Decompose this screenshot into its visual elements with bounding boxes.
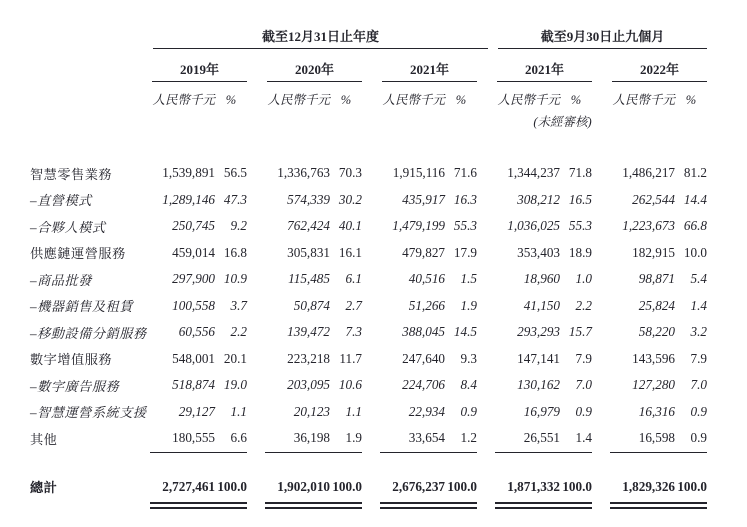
double-rule bbox=[330, 502, 362, 512]
percent-cell: 47.3 bbox=[223, 191, 247, 207]
amount-cell: 127,280 bbox=[632, 377, 675, 393]
amount-cell: 180,555 bbox=[150, 425, 215, 453]
percent-cell: 20.1 bbox=[223, 350, 247, 366]
amount-cell: 762,424 bbox=[287, 218, 330, 234]
amount-cell: 2,676,237 bbox=[392, 478, 445, 494]
table-row bbox=[30, 425, 747, 452]
amount-cell: 305,831 bbox=[287, 244, 330, 260]
amount-cell: 58,220 bbox=[638, 324, 675, 340]
row-label: 其他 bbox=[30, 431, 58, 447]
amount-unit-header: 人民幣千元 bbox=[382, 93, 445, 107]
percent-cell: 0.9 bbox=[575, 403, 592, 419]
amount-cell: 29,127 bbox=[178, 403, 215, 419]
total-label: 總計 bbox=[30, 480, 58, 495]
percent-cell: 55.3 bbox=[453, 218, 477, 234]
amount-cell: 250,745 bbox=[172, 218, 215, 234]
percent-cell: 5.4 bbox=[690, 271, 707, 287]
percent-cell: 100.0 bbox=[447, 478, 477, 494]
percent-cell: 10.0 bbox=[683, 244, 707, 260]
amount-cell: 297,900 bbox=[172, 271, 215, 287]
table-row bbox=[30, 240, 747, 267]
table-row bbox=[30, 346, 747, 373]
percent-cell: 14.4 bbox=[683, 191, 707, 207]
year-header-2019: 2019年 bbox=[152, 59, 247, 82]
percent-cell: 3.2 bbox=[690, 324, 707, 340]
amount-cell: 51,266 bbox=[408, 297, 445, 313]
percent-cell: 1.0 bbox=[575, 271, 592, 287]
amount-cell: 16,979 bbox=[523, 403, 560, 419]
percent-cell: 15.7 bbox=[568, 324, 592, 340]
percent-cell: 100.0 bbox=[562, 478, 592, 494]
amount-cell: 293,293 bbox=[517, 324, 560, 340]
row-label: 智慧零售業務 bbox=[30, 166, 113, 182]
percent-cell: 1.9 bbox=[460, 297, 477, 313]
amount-unit-header: 人民幣千元 bbox=[267, 93, 330, 107]
percent-cell: 30.2 bbox=[338, 191, 362, 207]
amount-cell: 26,551 bbox=[495, 425, 560, 453]
percent-cell: 55.3 bbox=[568, 218, 592, 234]
period-group-header-row bbox=[30, 26, 747, 48]
period-group-nine-months: 截至9月30日止九個月 bbox=[498, 26, 707, 49]
double-rule bbox=[445, 502, 477, 512]
amount-cell: 308,212 bbox=[517, 191, 560, 207]
table-row bbox=[30, 319, 747, 346]
percent-cell: 7.0 bbox=[690, 377, 707, 393]
percent-cell: 56.5 bbox=[223, 165, 247, 181]
percent-cell: 8.4 bbox=[460, 377, 477, 393]
amount-cell: 435,917 bbox=[402, 191, 445, 207]
row-label: –商品批發 bbox=[30, 272, 92, 288]
amount-cell: 18,960 bbox=[523, 271, 560, 287]
amount-cell: 100,558 bbox=[172, 297, 215, 313]
amount-cell: 147,141 bbox=[517, 350, 560, 366]
year-header-9m-2022: 2022年 bbox=[612, 59, 707, 82]
amount-cell: 2,727,461 bbox=[162, 478, 215, 494]
amount-cell: 1,223,673 bbox=[622, 218, 675, 234]
double-rule bbox=[675, 502, 707, 512]
table-row bbox=[30, 187, 747, 214]
percent-cell: 70.3 bbox=[338, 165, 362, 181]
double-rule bbox=[265, 502, 330, 512]
amount-cell: 518,874 bbox=[172, 377, 215, 393]
percent-cell: 100.0 bbox=[332, 478, 362, 494]
amount-cell: 1,829,326 bbox=[622, 478, 675, 494]
table-row bbox=[30, 266, 747, 293]
percent-cell: 0.9 bbox=[675, 425, 707, 453]
amount-cell: 20,123 bbox=[293, 403, 330, 419]
year-header-9m-2021: 2021年 bbox=[497, 59, 592, 82]
percent-cell: 18.9 bbox=[568, 244, 592, 260]
unaudited-note-row bbox=[30, 108, 747, 132]
amount-cell: 1,486,217 bbox=[622, 165, 675, 181]
period-group-annual: 截至12月31日止年度 bbox=[153, 26, 488, 49]
amount-cell: 16,316 bbox=[638, 403, 675, 419]
percent-cell: 71.8 bbox=[568, 165, 592, 181]
percent-cell: 40.1 bbox=[338, 218, 362, 234]
percent-cell: 9.2 bbox=[230, 218, 247, 234]
amount-cell: 139,472 bbox=[287, 324, 330, 340]
amount-cell: 182,915 bbox=[632, 244, 675, 260]
total-double-rule-row bbox=[30, 502, 747, 512]
percent-cell: 71.6 bbox=[453, 165, 477, 181]
percent-cell: 1.1 bbox=[345, 403, 362, 419]
amount-cell: 50,874 bbox=[293, 297, 330, 313]
table-row bbox=[30, 160, 747, 187]
percent-header: % bbox=[570, 93, 582, 107]
amount-cell: 36,198 bbox=[265, 425, 330, 453]
percent-cell: 10.6 bbox=[338, 377, 362, 393]
percent-cell: 19.0 bbox=[223, 377, 247, 393]
year-header-2021: 2021年 bbox=[382, 59, 477, 82]
amount-cell: 25,824 bbox=[638, 297, 675, 313]
amount-unit-header: 人民幣千元 bbox=[152, 93, 215, 107]
amount-cell: 353,403 bbox=[517, 244, 560, 260]
double-rule bbox=[150, 502, 215, 512]
amount-unit-header: 人民幣千元 bbox=[497, 93, 560, 107]
percent-cell: 16.8 bbox=[223, 244, 247, 260]
amount-cell: 16,598 bbox=[610, 425, 675, 453]
amount-cell: 1,871,332 bbox=[507, 478, 560, 494]
double-rule bbox=[380, 502, 445, 512]
amount-cell: 224,706 bbox=[402, 377, 445, 393]
percent-cell: 7.9 bbox=[690, 350, 707, 366]
percent-cell: 3.7 bbox=[230, 297, 247, 313]
amount-cell: 223,218 bbox=[287, 350, 330, 366]
table-row bbox=[30, 372, 747, 399]
unit-header-row bbox=[30, 82, 747, 108]
percent-cell: 7.0 bbox=[575, 377, 592, 393]
percent-cell: 81.2 bbox=[683, 165, 707, 181]
amount-cell: 1,036,025 bbox=[507, 218, 560, 234]
double-rule bbox=[610, 502, 675, 512]
amount-cell: 98,871 bbox=[638, 271, 675, 287]
percent-cell: 1.9 bbox=[330, 425, 362, 453]
double-rule bbox=[495, 502, 560, 512]
percent-cell: 14.5 bbox=[453, 324, 477, 340]
amount-cell: 247,640 bbox=[402, 350, 445, 366]
amount-cell: 1,289,146 bbox=[162, 191, 215, 207]
percent-header: % bbox=[455, 93, 467, 107]
amount-cell: 548,001 bbox=[172, 350, 215, 366]
row-label: –直營模式 bbox=[30, 193, 92, 209]
table-body bbox=[30, 160, 747, 512]
amount-cell: 479,827 bbox=[402, 244, 445, 260]
percent-cell: 0.9 bbox=[460, 403, 477, 419]
percent-cell: 1.4 bbox=[690, 297, 707, 313]
total-row bbox=[30, 474, 747, 500]
percent-cell: 100.0 bbox=[677, 478, 707, 494]
percent-cell: 100.0 bbox=[217, 478, 247, 494]
percent-cell: 0.9 bbox=[690, 403, 707, 419]
percent-cell: 2.2 bbox=[575, 297, 592, 313]
percent-cell: 10.9 bbox=[223, 271, 247, 287]
row-label: –數字廣告服務 bbox=[30, 378, 120, 394]
row-label: –移動設備分銷服務 bbox=[30, 325, 147, 341]
row-label: 數字增值服務 bbox=[30, 352, 113, 368]
percent-cell: 16.3 bbox=[453, 191, 477, 207]
percent-cell: 7.3 bbox=[345, 324, 362, 340]
percent-cell: 2.2 bbox=[230, 324, 247, 340]
percent-cell: 1.4 bbox=[560, 425, 592, 453]
percent-cell: 11.7 bbox=[339, 350, 362, 366]
double-rule bbox=[560, 502, 592, 512]
row-label: –機器銷售及租賃 bbox=[30, 299, 133, 315]
percent-cell: 16.1 bbox=[338, 244, 362, 260]
percent-cell: 6.6 bbox=[215, 425, 247, 453]
percent-cell: 66.8 bbox=[683, 218, 707, 234]
amount-cell: 1,479,199 bbox=[392, 218, 445, 234]
percent-cell: 1.2 bbox=[445, 425, 477, 453]
percent-header: % bbox=[340, 93, 352, 107]
percent-cell: 9.3 bbox=[460, 350, 477, 366]
unaudited-note: (未經審核) bbox=[533, 115, 592, 129]
percent-cell: 2.7 bbox=[345, 297, 362, 313]
amount-cell: 1,344,237 bbox=[507, 165, 560, 181]
percent-cell: 1.5 bbox=[460, 271, 477, 287]
amount-cell: 388,045 bbox=[402, 324, 445, 340]
amount-cell: 40,516 bbox=[408, 271, 445, 287]
amount-cell: 459,014 bbox=[172, 244, 215, 260]
amount-cell: 130,162 bbox=[517, 377, 560, 393]
year-header-2020: 2020年 bbox=[267, 59, 362, 82]
year-header-row bbox=[30, 48, 747, 82]
amount-cell: 33,654 bbox=[380, 425, 445, 453]
row-label: –合夥人模式 bbox=[30, 219, 106, 235]
percent-cell: 6.1 bbox=[345, 271, 362, 287]
amount-cell: 1,902,010 bbox=[277, 478, 330, 494]
amount-cell: 262,544 bbox=[632, 191, 675, 207]
amount-cell: 1,336,763 bbox=[277, 165, 330, 181]
amount-cell: 1,539,891 bbox=[162, 165, 215, 181]
amount-cell: 1,915,116 bbox=[392, 165, 445, 181]
row-label: 供應鏈運營服務 bbox=[30, 246, 126, 262]
percent-cell: 1.1 bbox=[230, 403, 247, 419]
percent-header: % bbox=[685, 93, 697, 107]
table-row bbox=[30, 293, 747, 320]
amount-cell: 115,485 bbox=[288, 271, 330, 287]
amount-cell: 574,339 bbox=[287, 191, 330, 207]
percent-cell: 17.9 bbox=[453, 244, 477, 260]
amount-cell: 143,596 bbox=[632, 350, 675, 366]
amount-cell: 41,150 bbox=[523, 297, 560, 313]
table-row bbox=[30, 399, 747, 426]
percent-header: % bbox=[225, 93, 237, 107]
amount-cell: 203,095 bbox=[287, 377, 330, 393]
table-row bbox=[30, 213, 747, 240]
percent-cell: 7.9 bbox=[575, 350, 592, 366]
row-label: –智慧運營系統支援 bbox=[30, 405, 147, 421]
amount-cell: 22,934 bbox=[408, 403, 445, 419]
amount-cell: 60,556 bbox=[178, 324, 215, 340]
double-rule bbox=[215, 502, 247, 512]
percent-cell: 16.5 bbox=[568, 191, 592, 207]
amount-unit-header: 人民幣千元 bbox=[612, 93, 675, 107]
